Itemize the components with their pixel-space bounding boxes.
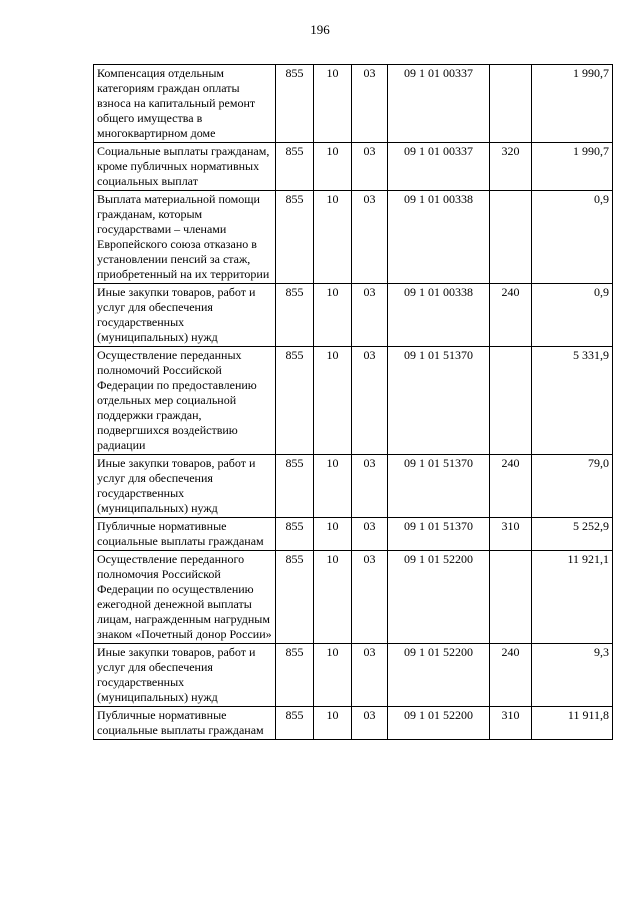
- cell-name: Выплата материальной помощи гражданам, которым государствами – членами Европейского союза отказано в установлении пенсий за стаж, приобретенный на их территории: [94, 191, 276, 284]
- cell-subsection-code: 03: [352, 455, 388, 518]
- cell-subsection-code: 03: [352, 707, 388, 740]
- cell-ministry-code: 855: [276, 644, 314, 707]
- cell-subsection-code: 03: [352, 65, 388, 143]
- table-row: [94, 65, 613, 143]
- table-row: [94, 518, 613, 551]
- cell-section-code: 10: [314, 455, 352, 518]
- cell-target-article: 09 1 01 00337: [388, 143, 490, 191]
- cell-section-code: 10: [314, 347, 352, 455]
- cell-amount: 0,9: [532, 191, 613, 284]
- cell-ministry-code: 855: [276, 551, 314, 644]
- cell-amount: 1 990,7: [532, 65, 613, 143]
- cell-ministry-code: 855: [276, 707, 314, 740]
- cell-target-article: 09 1 01 51370: [388, 347, 490, 455]
- cell-target-article: 09 1 01 51370: [388, 518, 490, 551]
- cell-subsection-code: 03: [352, 191, 388, 284]
- cell-expense-type: 240: [490, 644, 532, 707]
- cell-expense-type: [490, 551, 532, 644]
- cell-expense-type: 310: [490, 518, 532, 551]
- cell-section-code: 10: [314, 65, 352, 143]
- cell-expense-type: 240: [490, 284, 532, 347]
- cell-target-article: 09 1 01 00338: [388, 284, 490, 347]
- cell-expense-type: 240: [490, 455, 532, 518]
- cell-name: Осуществление переданных полномочий Российской Федерации по предоставлению отдельных мер социальной поддержки граждан, подвергшихся воздействию радиации: [94, 347, 276, 455]
- table-row: [94, 707, 613, 740]
- cell-expense-type: 320: [490, 143, 532, 191]
- cell-subsection-code: 03: [352, 551, 388, 644]
- cell-section-code: 10: [314, 707, 352, 740]
- table-row: [94, 644, 613, 707]
- cell-section-code: 10: [314, 644, 352, 707]
- budget-table: [93, 64, 613, 740]
- cell-amount: 1 990,7: [532, 143, 613, 191]
- cell-section-code: 10: [314, 143, 352, 191]
- cell-section-code: 10: [314, 191, 352, 284]
- cell-ministry-code: 855: [276, 143, 314, 191]
- cell-section-code: 10: [314, 284, 352, 347]
- cell-name: Публичные нормативные социальные выплаты гражданам: [94, 707, 276, 740]
- cell-expense-type: 310: [490, 707, 532, 740]
- cell-section-code: 10: [314, 551, 352, 644]
- cell-subsection-code: 03: [352, 347, 388, 455]
- cell-ministry-code: 855: [276, 65, 314, 143]
- cell-amount: 9,3: [532, 644, 613, 707]
- cell-expense-type: [490, 65, 532, 143]
- page-number: 196: [310, 22, 330, 37]
- cell-ministry-code: 855: [276, 347, 314, 455]
- cell-amount: 5 252,9: [532, 518, 613, 551]
- table-row: [94, 347, 613, 455]
- cell-target-article: 09 1 01 52200: [388, 707, 490, 740]
- cell-target-article: 09 1 01 52200: [388, 551, 490, 644]
- cell-target-article: 09 1 01 00337: [388, 65, 490, 143]
- cell-name: Публичные нормативные социальные выплаты гражданам: [94, 518, 276, 551]
- cell-ministry-code: 855: [276, 191, 314, 284]
- cell-subsection-code: 03: [352, 518, 388, 551]
- cell-ministry-code: 855: [276, 518, 314, 551]
- cell-amount: 11 921,1: [532, 551, 613, 644]
- cell-target-article: 09 1 01 51370: [388, 455, 490, 518]
- table-row: [94, 551, 613, 644]
- cell-amount: 11 911,8: [532, 707, 613, 740]
- cell-expense-type: [490, 191, 532, 284]
- cell-name: Иные закупки товаров, работ и услуг для обеспечения государственных (муниципальных) нужд: [94, 455, 276, 518]
- cell-section-code: 10: [314, 518, 352, 551]
- cell-name: Осуществление переданного полномочия Российской Федерации по осуществлению ежегодной денежной выплаты лицам, награжденным нагрудным знаком «Почетный донор России»: [94, 551, 276, 644]
- table-row: [94, 143, 613, 191]
- cell-name: Компенсация отдельным категориям граждан оплаты взноса на капитальный ремонт общего имущества в многоквартирном доме: [94, 65, 276, 143]
- cell-amount: 5 331,9: [532, 347, 613, 455]
- cell-amount: 79,0: [532, 455, 613, 518]
- cell-target-article: 09 1 01 00338: [388, 191, 490, 284]
- table-row: [94, 284, 613, 347]
- cell-ministry-code: 855: [276, 284, 314, 347]
- budget-table-body: [94, 65, 613, 740]
- cell-expense-type: [490, 347, 532, 455]
- cell-amount: 0,9: [532, 284, 613, 347]
- cell-name: Социальные выплаты гражданам, кроме публичных нормативных социальных выплат: [94, 143, 276, 191]
- table-row: [94, 455, 613, 518]
- cell-ministry-code: 855: [276, 455, 314, 518]
- cell-subsection-code: 03: [352, 284, 388, 347]
- cell-name: Иные закупки товаров, работ и услуг для обеспечения государственных (муниципальных) нужд: [94, 644, 276, 707]
- cell-name: Иные закупки товаров, работ и услуг для обеспечения государственных (муниципальных) нужд: [94, 284, 276, 347]
- cell-subsection-code: 03: [352, 143, 388, 191]
- cell-subsection-code: 03: [352, 644, 388, 707]
- table-row: [94, 191, 613, 284]
- cell-target-article: 09 1 01 52200: [388, 644, 490, 707]
